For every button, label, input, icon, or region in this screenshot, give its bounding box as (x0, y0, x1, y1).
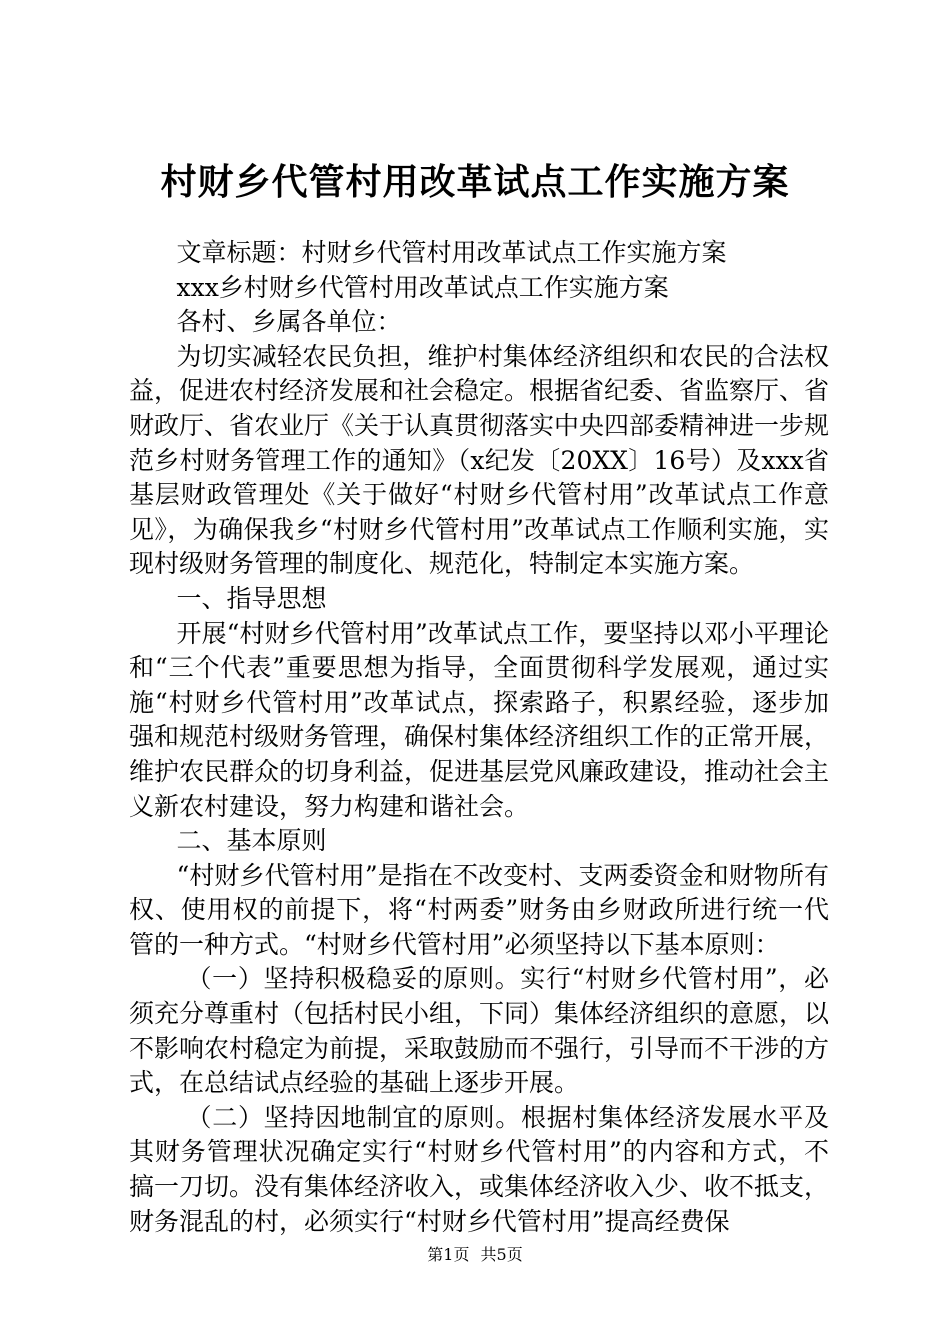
document-body (129, 236, 829, 1239)
paragraph-article-title: 文章标题：村财乡代管村用改革试点工作实施方案 (176, 238, 727, 267)
page-number-total: 共5页 (480, 1245, 523, 1264)
paragraph-basic-principles: “村财乡代管村用”是指在不改变村、支两委资金和财物所有权、使用权的前提下，将“村两委”财务由乡财政所进行统一代管的一种方式。“村财乡代管村用”必须坚持以下基本原则： (129, 860, 829, 959)
paragraph-salutation: 各村、乡属各单位： (176, 307, 402, 337)
section-heading-basic-principles: 二、基本原则 (176, 826, 327, 856)
section-heading-guiding-thought: 一、指导思想 (176, 583, 327, 613)
paragraph-principle-1: （一）坚持积极稳妥的原则。实行“村财乡代管村用”，必须充分尊重村（包括村民小组，下同）集体经济组织的意愿，以不影响农村稳定为前提，采取鼓励而不强行，引导而不干涉的方式，在总结试点经验的基础上逐步开展。 (129, 964, 830, 1098)
document-title: 村财乡代管村用改革试点工作实施方案 (160, 161, 790, 203)
paragraph-intro: 为切实减轻农民负担，维护村集体经济组织和农民的合法权益，促进农村经济发展和社会稳定。根据省纪委、省监察厅、省财政厅、省农业厅《关于认真贯彻落实中央四部委精神进一步规范乡村财务管理工作的通知》（x纪发〔20XX〕16号）及xxx省基层财政管理处《关于做好“村财乡代管村用”改革试点工作意见》，为确保我乡“村财乡代管村用”改革试点工作顺利实施，实现村级财务管理的制度化、规范化，特制定本实施方案。 (129, 341, 830, 579)
paragraph-principle-2: （二）坚持因地制宜的原则。根据村集体经济发展水平及其财务管理状况确定实行“村财乡代管村用”的内容和方式，不搞一刀切。没有集体经济收入，或集体经济收入少、收不抵支，财务混乱的村，必须实行“村财乡代管村用”提高经费保 (129, 1102, 830, 1236)
paragraph-subtitle: xxx乡村财乡代管村用改革试点工作实施方案 (176, 272, 669, 302)
page-footer (0, 1244, 950, 1266)
page-number-current: 第1页 (427, 1245, 470, 1264)
paragraph-guiding-thought: 开展“村财乡代管村用”改革试点工作，要坚持以邓小平理论和“三个代表”重要思想为指导，全面贯彻科学发展观，通过实施“村财乡代管村用”改革试点，探索路子，积累经验，逐步加强和规范村级财务管理，确保村集体经济组织工作的正常开展，维护农民群众的切身利益，促进基层党风廉政建设，推动社会主义新农村建设，努力构建和谐社会。 (129, 618, 830, 821)
